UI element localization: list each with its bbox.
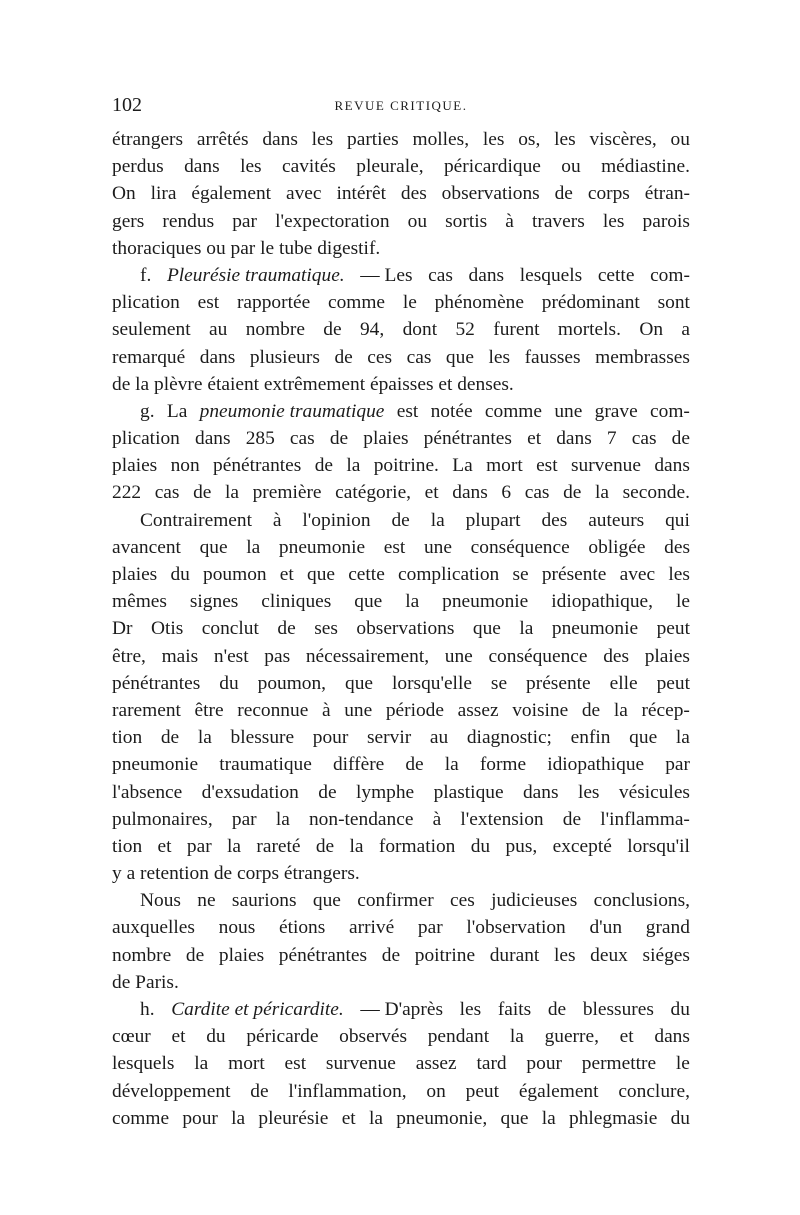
text-line: être, mais n'est pas nécessairement, une conséquence des plaies <box>112 645 690 667</box>
text-line: nombre de plaies pénétrantes de poitrine durant les deux siéges <box>112 944 690 966</box>
text-line: avancent que la pneumonie est une conséquence obligée des <box>112 536 690 558</box>
text-line: de la plèvre étaient extrêmement épaisses et denses. <box>112 373 514 395</box>
text-line: y a retention de corps étrangers. <box>112 863 360 885</box>
section-heading-line: f. Pleurésie traumatique. — Les cas dans lesquels cette com- <box>112 262 690 289</box>
text-line: de Paris. <box>112 971 179 993</box>
text-line: Contrairement à l'opinion de la plupart des auteurs qui <box>140 509 690 531</box>
text-line: plaies non pénétrantes de la poitrine. La mort est survenue dans <box>112 455 690 477</box>
text-line: plication dans 285 cas de plaies pénétrantes et dans 7 cas de <box>112 428 690 450</box>
text-line: pénétrantes du poumon, que lorsqu'elle se présente elle peut <box>112 672 690 694</box>
running-head <box>112 90 690 126</box>
text-line: 222 cas de la première catégorie, et dans 6 cas de la seconde. <box>112 482 690 504</box>
section-heading-line: h. Cardite et péricardite. — D'après les faits de blessures du <box>112 996 690 1023</box>
section-title-pleuresie: Pleurésie traumatique. <box>166 264 345 286</box>
text-line: comme pour la pleurésie et la pneumonie, que la phlegmasie du <box>112 1107 690 1129</box>
text-line: Dr Otis conclut de ses observations que la pneumonie peut <box>112 615 690 642</box>
running-title: REVUE CRITIQUE. <box>334 98 468 113</box>
text-line: étrangers arrêtés dans les parties molles, les os, les viscères, ou <box>112 129 690 150</box>
text-line: pulmonaires, par la non-tendance à l'extension de l'inflamma- <box>112 808 690 830</box>
text-line: mêmes signes cliniques que la pneumonie idiopathique, le <box>112 591 690 613</box>
text-line: gers rendus par l'expectoration ou sortis à travers les parois <box>112 210 690 232</box>
text-line: plication est rapportée comme le phénomène prédominant sont <box>112 292 690 314</box>
section-title-cardite: Cardite et péricardite. <box>171 999 344 1020</box>
text-line: plaies du poumon et que cette complication se présente avec les <box>112 564 690 585</box>
text-line: perdus dans les cavités pleurale, péricardique ou médiastine. <box>112 156 690 178</box>
text-line: Nous ne saurions que confirmer ces judicieuses conclusions, <box>140 890 690 912</box>
body-text <box>112 126 690 1132</box>
text-line: l'absence d'exsudation de lymphe plastique dans les vésicules <box>112 781 690 803</box>
text-line: auxquelles nous étions arrivé par l'observation d'un grand <box>112 917 690 939</box>
book-page <box>112 90 690 1132</box>
section-heading-line: g. La pneumonie traumatique est notée comme une grave com- <box>112 398 690 425</box>
text-line: tion et par la rareté de la formation du pus, excepté lorsqu'il <box>112 835 690 857</box>
page-number: 102 <box>112 94 142 116</box>
text-line: thoraciques ou par le tube digestif. <box>112 237 381 259</box>
text-line: On lira également avec intérêt des observations de corps étran- <box>112 183 690 205</box>
text-line: développement de l'inflammation, on peut également conclure, <box>112 1080 690 1102</box>
text-line: tion de la blessure pour servir au diagnostic; enfin que la <box>112 727 690 749</box>
doctor-abbreviation: Dr <box>112 618 133 640</box>
text-line: pneumonie traumatique diffère de la forme idiopathique par <box>112 754 690 776</box>
text-line: lesquels la mort est survenue assez tard pour permettre le <box>112 1053 690 1075</box>
text-line: seulement au nombre de 94, dont 52 furent mortels. On a <box>112 319 690 341</box>
section-title-pneumonie: pneumonie traumatique <box>199 400 385 422</box>
text-line: cœur et du péricarde observés pendant la guerre, et dans <box>112 1026 690 1048</box>
text-line: remarqué dans plusieurs de ces cas que les fausses membrasses <box>112 346 690 368</box>
text-line: rarement être reconnue à une période assez voisine de la récep- <box>112 699 690 721</box>
